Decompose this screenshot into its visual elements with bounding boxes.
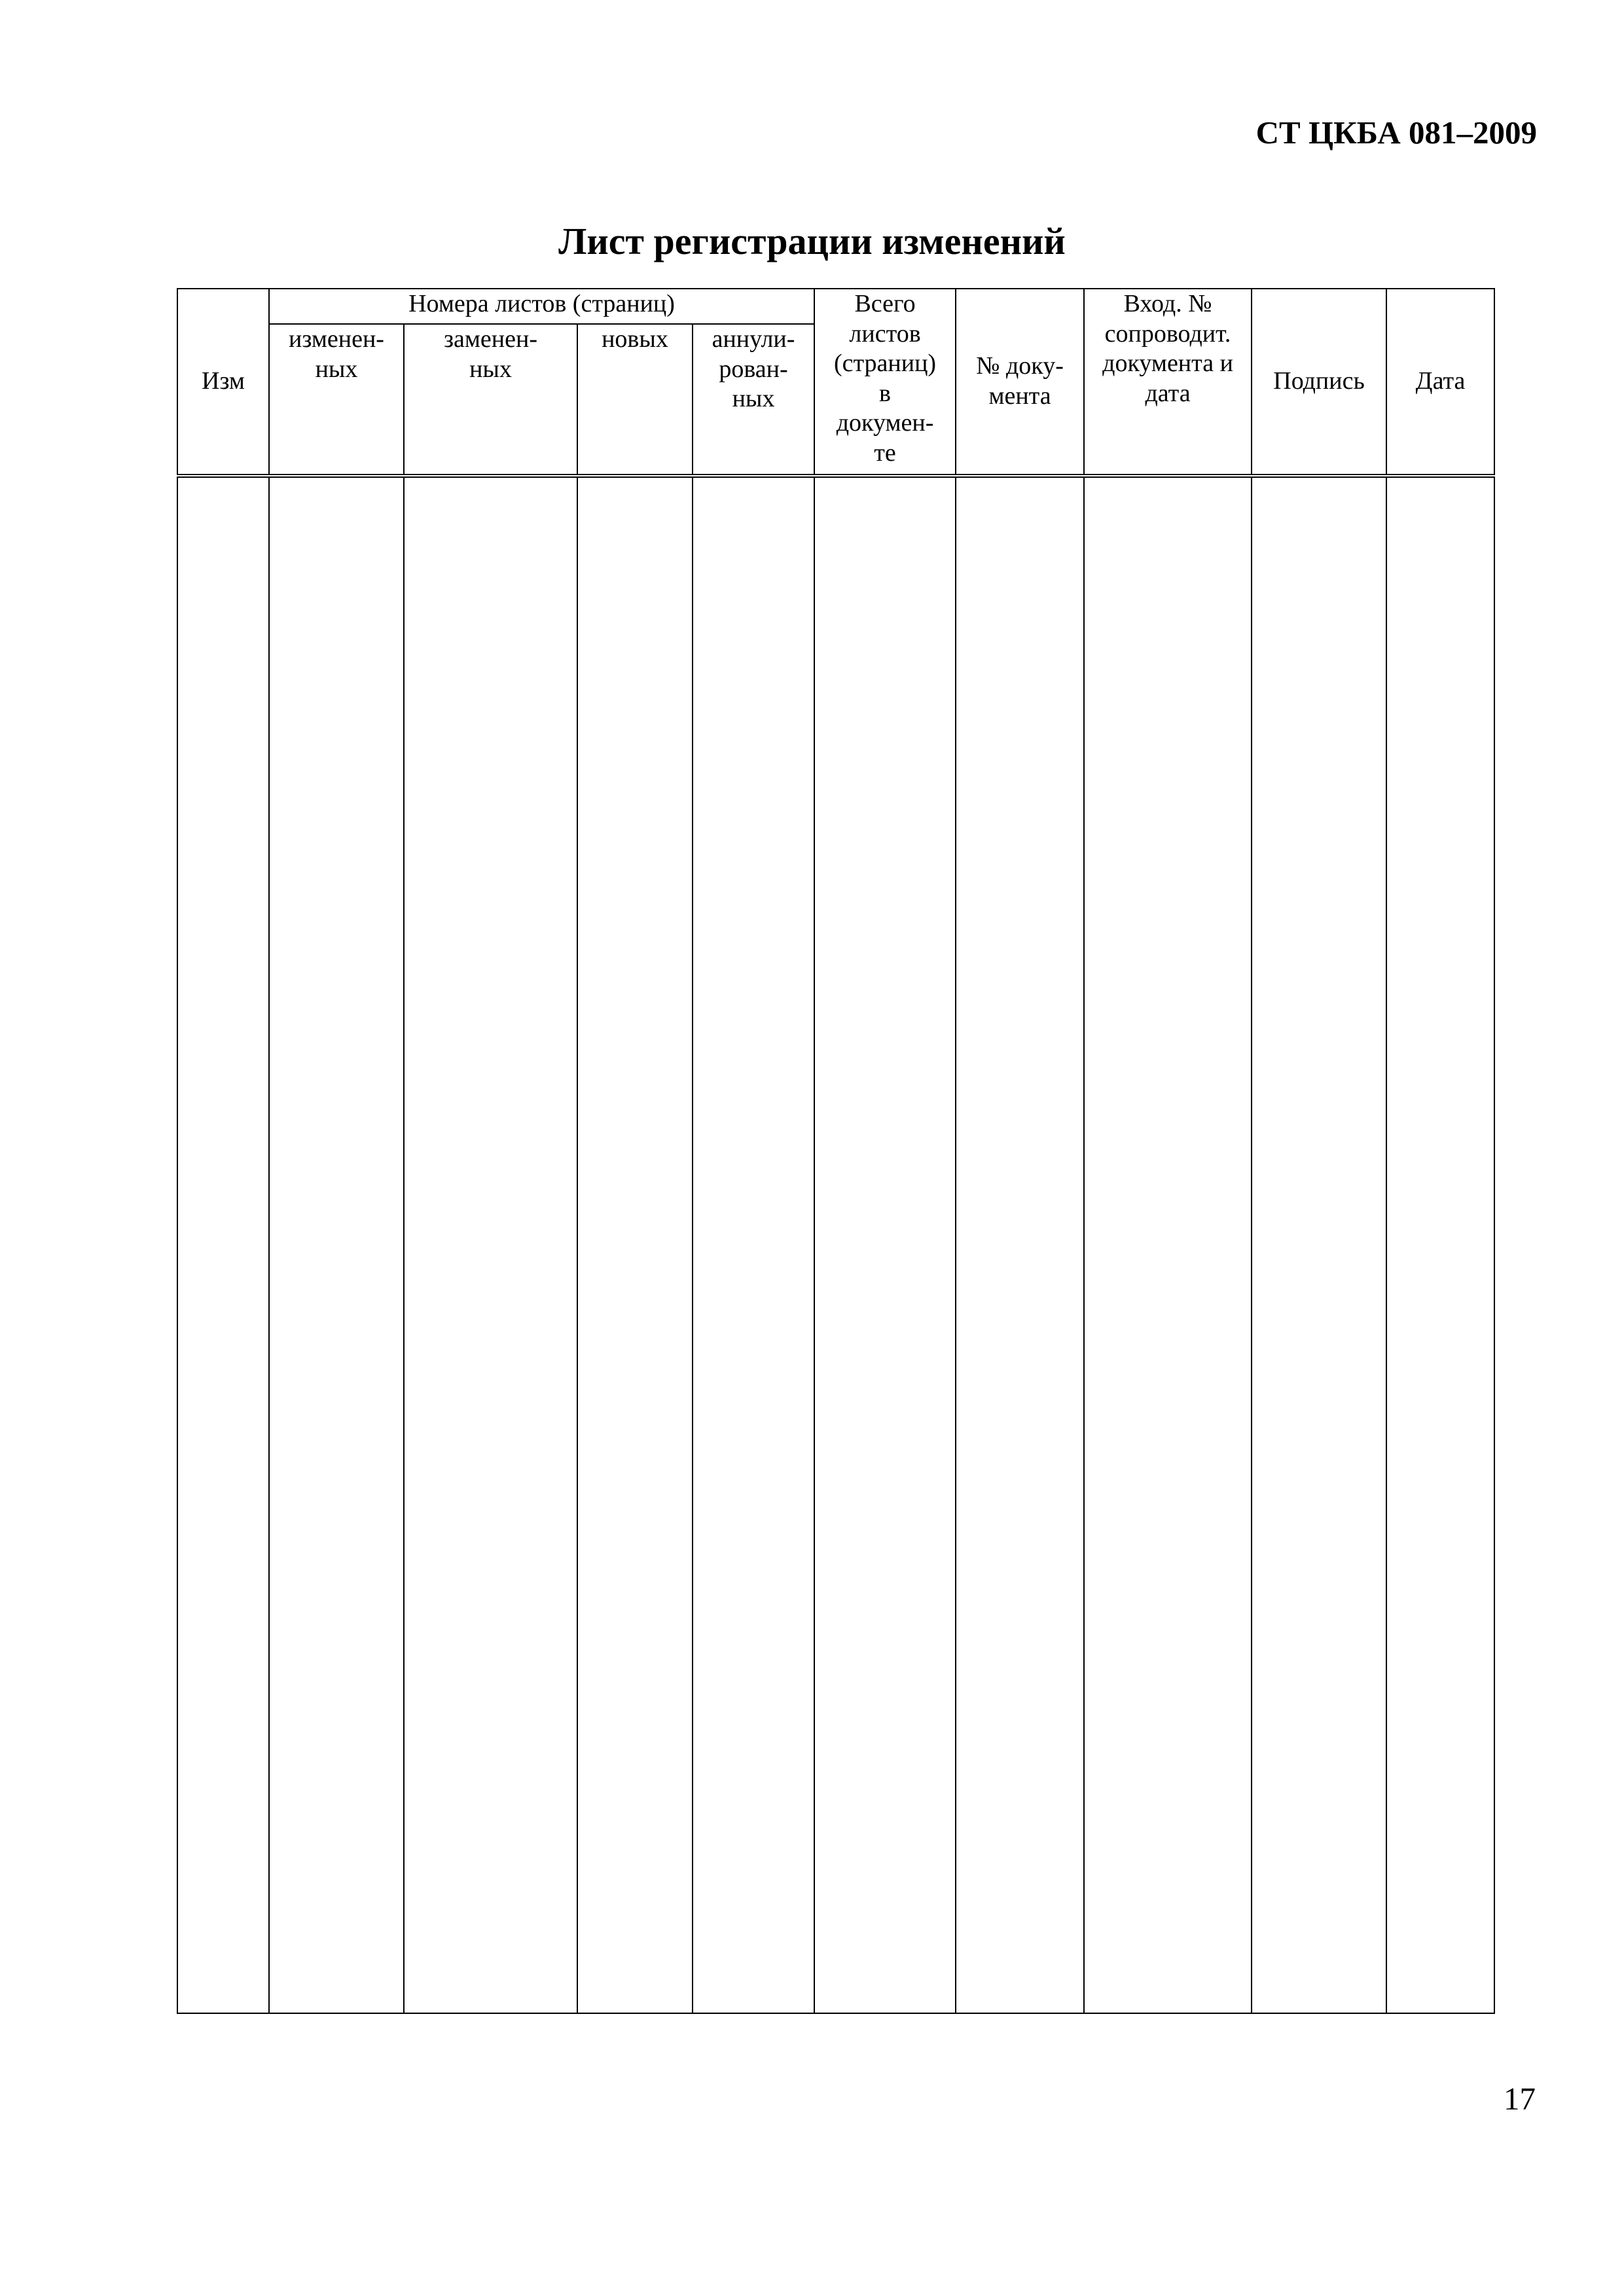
header-row-1 [177, 289, 1494, 324]
cell-date[interactable] [1386, 476, 1494, 2013]
cell-izm[interactable] [177, 476, 269, 2013]
header-new: новых [577, 324, 693, 476]
cell-total-sheets[interactable] [814, 476, 956, 2013]
registration-table-grid [177, 288, 1495, 2014]
cell-new[interactable] [577, 476, 693, 2013]
table-row [177, 476, 1494, 2013]
page-title: Лист регистрации изменений [558, 220, 1066, 262]
cell-document-number[interactable] [956, 476, 1084, 2013]
change-registration-table [177, 288, 1494, 2014]
page-number: 17 [1504, 2081, 1536, 2117]
header-annulled: аннули- рован- ных [693, 324, 814, 476]
header-document-number: № доку- мента [956, 289, 1084, 476]
header-izm: Изм [177, 289, 269, 476]
cell-changed[interactable] [269, 476, 404, 2013]
header-sheet-numbers: Номера листов (страниц) [269, 289, 814, 324]
header-signature: Подпись [1252, 289, 1386, 476]
header-replaced: заменен- ных [404, 324, 577, 476]
cell-incoming-number[interactable] [1084, 476, 1252, 2013]
document-code: СТ ЦКБА 081–2009 [1255, 115, 1537, 151]
cell-signature[interactable] [1252, 476, 1386, 2013]
cell-annulled[interactable] [693, 476, 814, 2013]
header-changed: изменен- ных [269, 324, 404, 476]
header-date: Дата [1386, 289, 1494, 476]
cell-replaced[interactable] [404, 476, 577, 2013]
header-total-sheets: Всего листов (страниц) в докумен- те [814, 289, 956, 476]
header-incoming-number: Вход. № сопроводит. документа и дата [1084, 289, 1252, 476]
